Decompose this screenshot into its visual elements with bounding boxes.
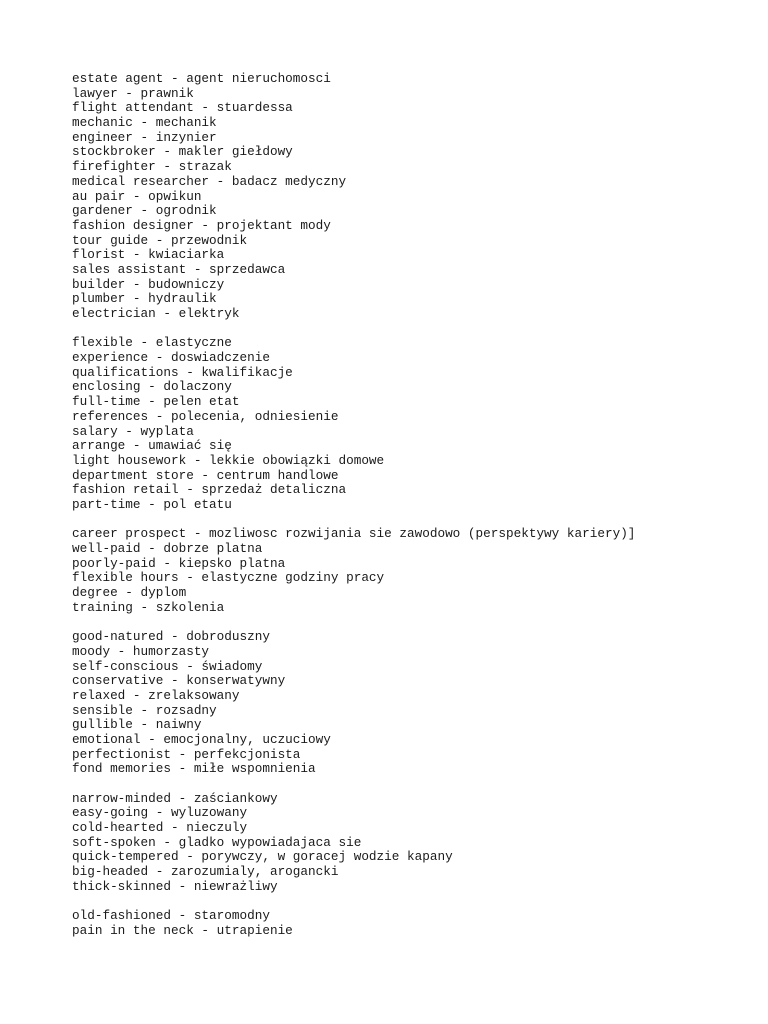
vocab-line: light housework - lekkie obowiązki domowe	[72, 452, 385, 468]
vocab-line: flexible hours - elastyczne godziny pracy	[72, 570, 385, 586]
vocab-line: enclosing - dolaczony	[72, 379, 232, 395]
vocab-line: qualifications - kwalifikacje	[72, 364, 293, 380]
vocab-group-job-ads	[72, 336, 752, 512]
vocab-line: gullible - naiwny	[72, 717, 202, 733]
vocab-line: moody - humorzasty	[72, 643, 210, 659]
vocab-line: florist - kwiaciarka	[72, 247, 225, 263]
vocab-line: experience - doswiadczenie	[72, 350, 270, 366]
vocab-line: au pair - opwikun	[72, 188, 202, 204]
vocab-line: narrow-minded - zaściankowy	[72, 790, 278, 806]
vocab-line: gardener - ogrodnik	[72, 203, 217, 219]
vocab-line: flexible - elastyczne	[72, 335, 232, 351]
vocab-line: degree - dyplom	[72, 585, 187, 601]
vocab-line: stockbroker - makler giełdowy	[72, 144, 293, 160]
vocab-line: pain in the neck - utrapienie	[72, 922, 293, 938]
vocab-line: perfectionist - perfekcjonista	[72, 746, 301, 762]
vocab-group-career	[72, 527, 752, 615]
vocab-line: sensible - rozsadny	[72, 702, 217, 718]
vocab-line: career prospect - mozliwosc rozwijania sie zawodowo (perspektywy kariery)]	[72, 526, 636, 542]
vocab-line: conservative - konserwatywny	[72, 673, 286, 689]
vocab-line: estate agent - agent nieruchomosci	[72, 71, 331, 86]
vocab-line: sales assistant - sprzedawca	[72, 261, 286, 277]
vocab-line: department store - centrum handlowe	[72, 467, 339, 483]
vocab-line: thick-skinned - niewrażliwy	[72, 878, 278, 894]
vocab-line: plumber - hydraulik	[72, 291, 217, 307]
vocab-line: good-natured - dobroduszny	[72, 629, 270, 645]
vocab-line: mechanic - mechanik	[72, 115, 217, 131]
document-page	[72, 72, 752, 953]
vocab-line: full-time - pelen etat	[72, 394, 240, 410]
vocab-line: fashion retail - sprzedaż detaliczna	[72, 482, 347, 498]
vocab-line: training - szkolenia	[72, 599, 225, 615]
vocab-group-jobs	[72, 72, 752, 322]
vocab-group-personality	[72, 630, 752, 777]
vocab-line: poorly-paid - kiepsko platna	[72, 555, 286, 571]
vocab-line: fond memories - miłe wspomnienia	[72, 761, 316, 777]
vocab-line: engineer - inzynier	[72, 129, 217, 145]
vocab-line: references - polecenia, odniesienie	[72, 408, 339, 424]
vocab-line: easy-going - wyluzowany	[72, 805, 248, 821]
vocab-line: salary - wyplata	[72, 423, 194, 439]
vocab-line: soft-spoken - gladko wypowiadajaca sie	[72, 834, 362, 850]
vocab-line: old-fashioned - staromodny	[72, 908, 270, 924]
vocab-line: firefighter - strazak	[72, 159, 232, 175]
vocab-line: quick-tempered - porywczy, w goracej wodzie kapany	[72, 849, 453, 865]
vocab-group-compound-adjectives	[72, 792, 752, 895]
vocab-group-misc	[72, 909, 752, 938]
vocab-line: arrange - umawiać się	[72, 438, 232, 454]
vocab-line: relaxed - zrelaksowany	[72, 687, 240, 703]
vocab-line: emotional - emocjonalny, uczuciowy	[72, 731, 331, 747]
vocab-line: medical researcher - badacz medyczny	[72, 173, 347, 189]
vocab-line: flight attendant - stuardessa	[72, 100, 293, 116]
vocab-line: builder - budowniczy	[72, 276, 225, 292]
vocab-line: electrician - elektryk	[72, 306, 240, 321]
vocab-line: well-paid - dobrze platna	[72, 541, 263, 556]
vocab-line: big-headed - zarozumialy, arogancki	[72, 864, 339, 880]
vocab-line: tour guide - przewodnik	[72, 232, 248, 248]
vocab-line: lawyer - prawnik	[72, 85, 194, 101]
vocab-line: part-time - pol etatu	[72, 496, 232, 512]
vocab-line: fashion designer - projektant mody	[72, 217, 331, 233]
vocab-line: cold-hearted - nieczuly	[72, 820, 248, 836]
vocab-line: self-conscious - świadomy	[72, 658, 263, 674]
